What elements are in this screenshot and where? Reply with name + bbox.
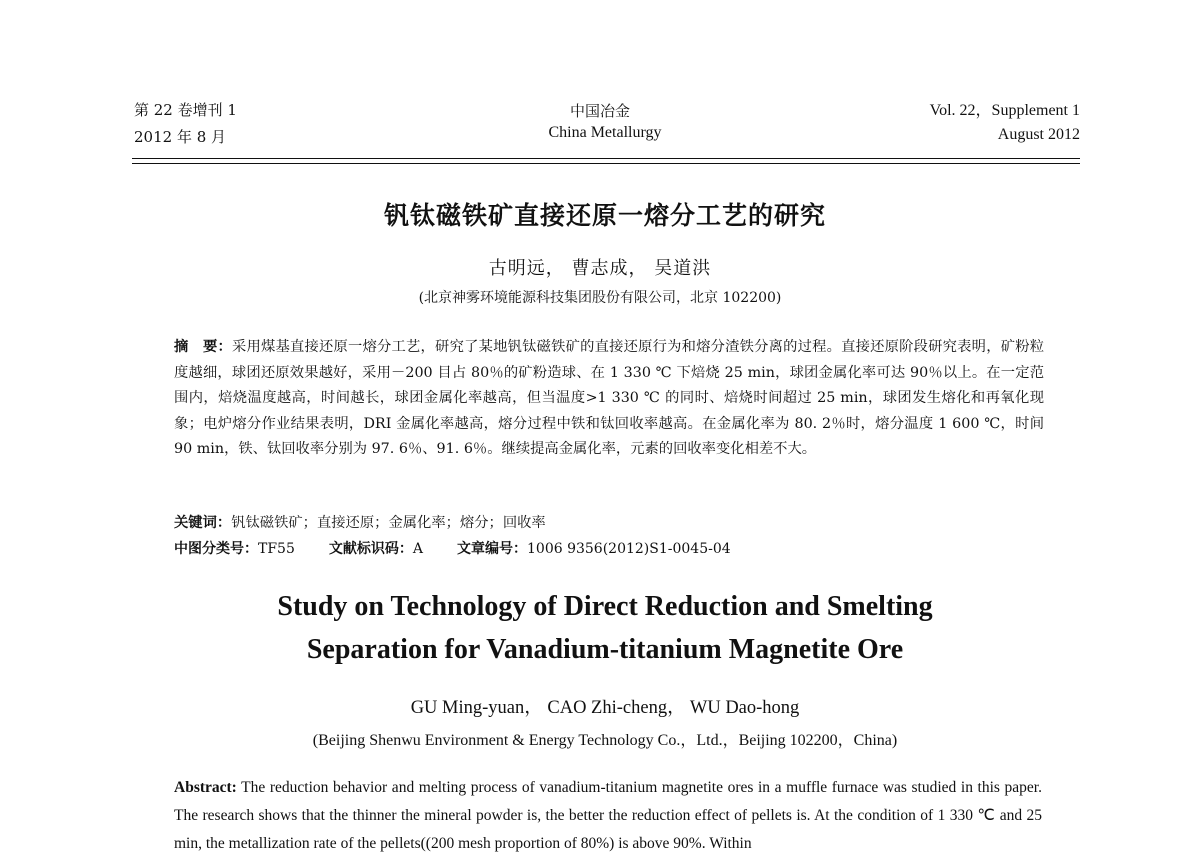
journal-volume-en: Vol. 22，Supplement 1 xyxy=(929,102,1080,119)
clc-label: 中图分类号： xyxy=(174,541,258,557)
journal-date-cn: 2012 年 8 月 xyxy=(134,128,227,146)
clc-value: TF55 xyxy=(258,541,295,557)
authors-en: GU Ming-yuan， CAO Zhi-cheng， WU Dao-hong xyxy=(410,698,800,718)
header-rule-bottom xyxy=(132,163,1080,164)
affiliation-en: (Beijing Shenwu Environment & Energy Technology Co.，Ltd.，Beijing 102200，China) xyxy=(312,732,898,749)
authors-cn: 古明远， 曹志成， 吴道洪 xyxy=(488,258,712,279)
paper-title-cn: 钒钛磁铁矿直接还原一熔分工艺的研究 xyxy=(383,201,826,230)
abstract-en-label: Abstract: xyxy=(174,779,237,796)
journal-date-en: August 2012 xyxy=(997,126,1080,143)
article-number-label: 文章编号： xyxy=(457,541,527,557)
article-number-value: 1006 9356(2012)S1-0045-04 xyxy=(527,541,731,557)
doc-code-label: 文献标识码： xyxy=(328,541,413,557)
doc-code-value: A xyxy=(412,541,423,557)
keywords-cn-label: 关键词： xyxy=(174,515,232,531)
paper-title-en-line1: Study on Technology of Direct Reduction and Smelting xyxy=(277,591,933,622)
abstract-en-text: The reduction behavior and melting process of vanadium-titanium magnetite ores in a muffle furnace was studied in this paper. The research shows that the thinner the mineral powder is, the better the reduction effect of pellets is. At the condition of 1 330 ℃ and 25 min, the metallization rate of the pellets((200 mesh proportion of 80%) is above 90%. Within xyxy=(174,779,1042,852)
journal-volume-cn: 第 22 卷增刊 1 xyxy=(134,101,237,119)
keywords-cn xyxy=(174,512,546,532)
paper-title-en-line2: Separation for Vanadium-titanium Magnetite Ore xyxy=(306,634,904,665)
classification-line xyxy=(174,538,731,558)
abstract-cn-text: 采用煤基直接还原一熔分工艺，研究了某地钒钛磁铁矿的直接还原行为和熔分渣铁分离的过程。直接还原阶段研究表明，矿粉粒度越细，球团还原效果越好，采用－200 目占 80％的矿粉造球、在 1 330 ℃ 下焙烧 25 min，球团金属化率可达 90％以上。在一定范围内，焙烧温度越高，时间越长，球团金属化率越高，但当温度>1 330 ℃ 的同时、焙烧时间超过 25 min，球团发生熔化和再氧化现象；电炉熔分作业结果表明，DRI 金属化率越高，熔分过程中铁和钛回收率越高。在金属化率为 80. 2％时，熔分温度 1 600 ℃，时间 90 min，铁、钛回收率分别为 97. 6％、91. 6％。继续提高金属化率，元素的回收率变化相差不大。 xyxy=(174,339,1044,457)
journal-name-cn: 中国冶金 xyxy=(569,102,630,120)
journal-name-en: China Metallurgy xyxy=(548,124,662,141)
keywords-cn-text: 钒钛磁铁矿；直接还原；金属化率；熔分；回收率 xyxy=(231,515,546,531)
abstract-cn-label: 摘 要： xyxy=(174,339,233,355)
affiliation-cn: (北京神雾环境能源科技集团股份有限公司，北京 102200) xyxy=(418,290,782,306)
paper-title-en xyxy=(0,585,1200,671)
abstract-en xyxy=(174,774,1042,858)
abstract-cn xyxy=(174,335,1044,463)
header-rule-top xyxy=(132,158,1080,159)
